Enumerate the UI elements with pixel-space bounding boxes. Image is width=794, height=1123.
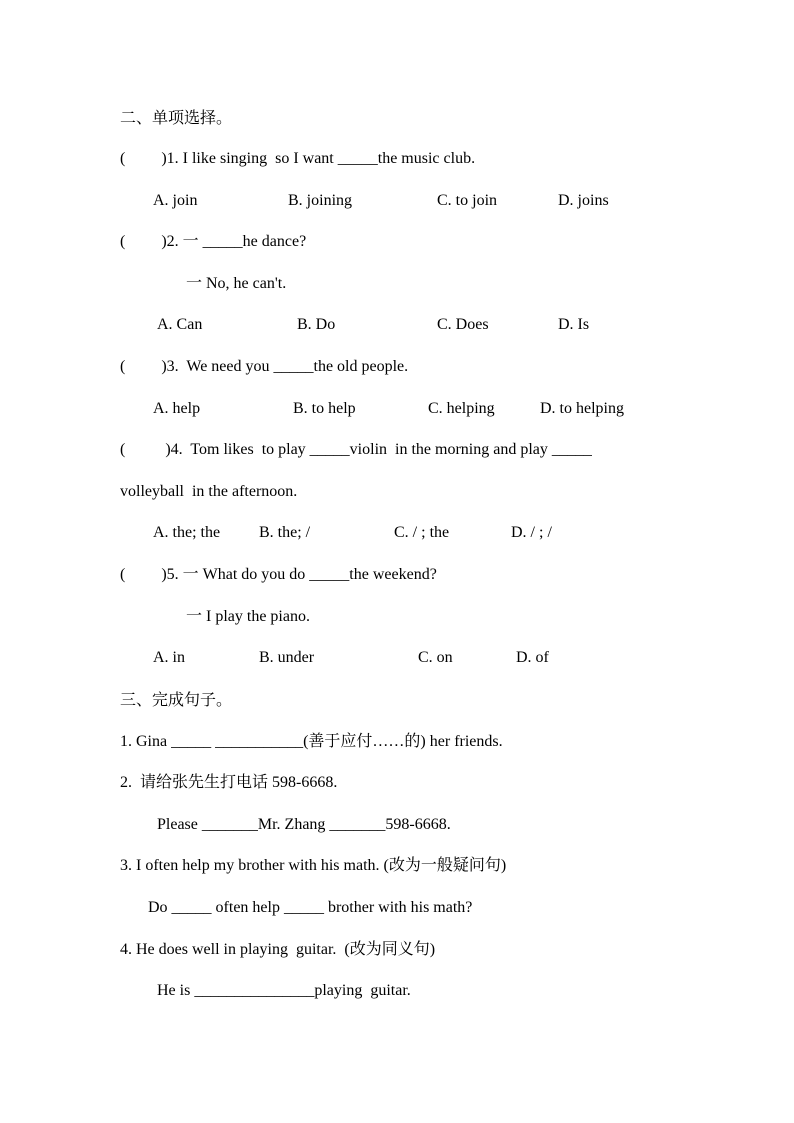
- question-2-response: 一 No, he can't.: [186, 275, 287, 292]
- q5-option-c: C. on: [418, 649, 453, 666]
- q4-option-a: A. the; the: [153, 524, 221, 541]
- q5-option-b: B. under: [259, 649, 315, 666]
- q2-option-b: B. Do: [297, 316, 336, 333]
- section-heading-multiple-choice: 二、单项选择。: [120, 108, 233, 127]
- q4-option-c: C. / ; the: [394, 524, 450, 541]
- q5-option-d: D. of: [516, 649, 549, 666]
- question-5: ( )5. 一 What do you do _____the weekend?: [120, 566, 437, 583]
- q1-option-b: B. joining: [288, 192, 353, 209]
- q2-option-c: C. Does: [437, 316, 489, 333]
- question-3: ( )3. We need you _____the old people.: [120, 358, 409, 375]
- sentence-2-answer: Please _______Mr. Zhang _______598-6668.: [157, 816, 451, 833]
- q5-option-a: A. in: [153, 649, 185, 666]
- sentence-1-prompt: 1. Gina _____ ___________(善于应付……的) her friends.: [120, 733, 503, 750]
- sentence-4-prompt: 4. He does well in playing guitar. (改为同义句): [120, 941, 436, 958]
- q3-option-b: B. to help: [293, 400, 356, 417]
- question-4: ( )4. Tom likes to play _____violin in the morning and play _____: [120, 441, 592, 458]
- q3-option-d: D. to helping: [540, 400, 624, 417]
- question-2: ( )2. 一 _____he dance?: [120, 233, 307, 250]
- sentence-2-prompt: 2. 请给张先生打电话 598-6668.: [120, 774, 338, 791]
- q1-option-a: A. join: [153, 192, 198, 209]
- q3-option-c: C. helping: [428, 400, 495, 417]
- sentence-3-prompt: 3. I often help my brother with his math. (改为一般疑问句): [120, 857, 507, 874]
- sentence-3-answer: Do _____ often help _____ brother with his math?: [148, 899, 473, 916]
- q4-option-d: D. / ; /: [511, 524, 552, 541]
- sentence-4-answer: He is _______________playing guitar.: [157, 982, 411, 999]
- q4-option-b: B. the; /: [259, 524, 311, 541]
- q1-option-d: D. joins: [558, 192, 609, 209]
- q2-option-d: D. Is: [558, 316, 590, 333]
- question-4-continued: volleyball in the afternoon.: [120, 483, 298, 500]
- q1-option-c: C. to join: [437, 192, 498, 209]
- section-heading-complete-sentences: 三、完成句子。: [120, 690, 233, 709]
- q3-option-a: A. help: [153, 400, 201, 417]
- q2-option-a: A. Can: [157, 316, 203, 333]
- question-1: ( )1. I like singing so I want _____the music club.: [120, 150, 476, 167]
- question-5-response: 一 I play the piano.: [186, 608, 310, 625]
